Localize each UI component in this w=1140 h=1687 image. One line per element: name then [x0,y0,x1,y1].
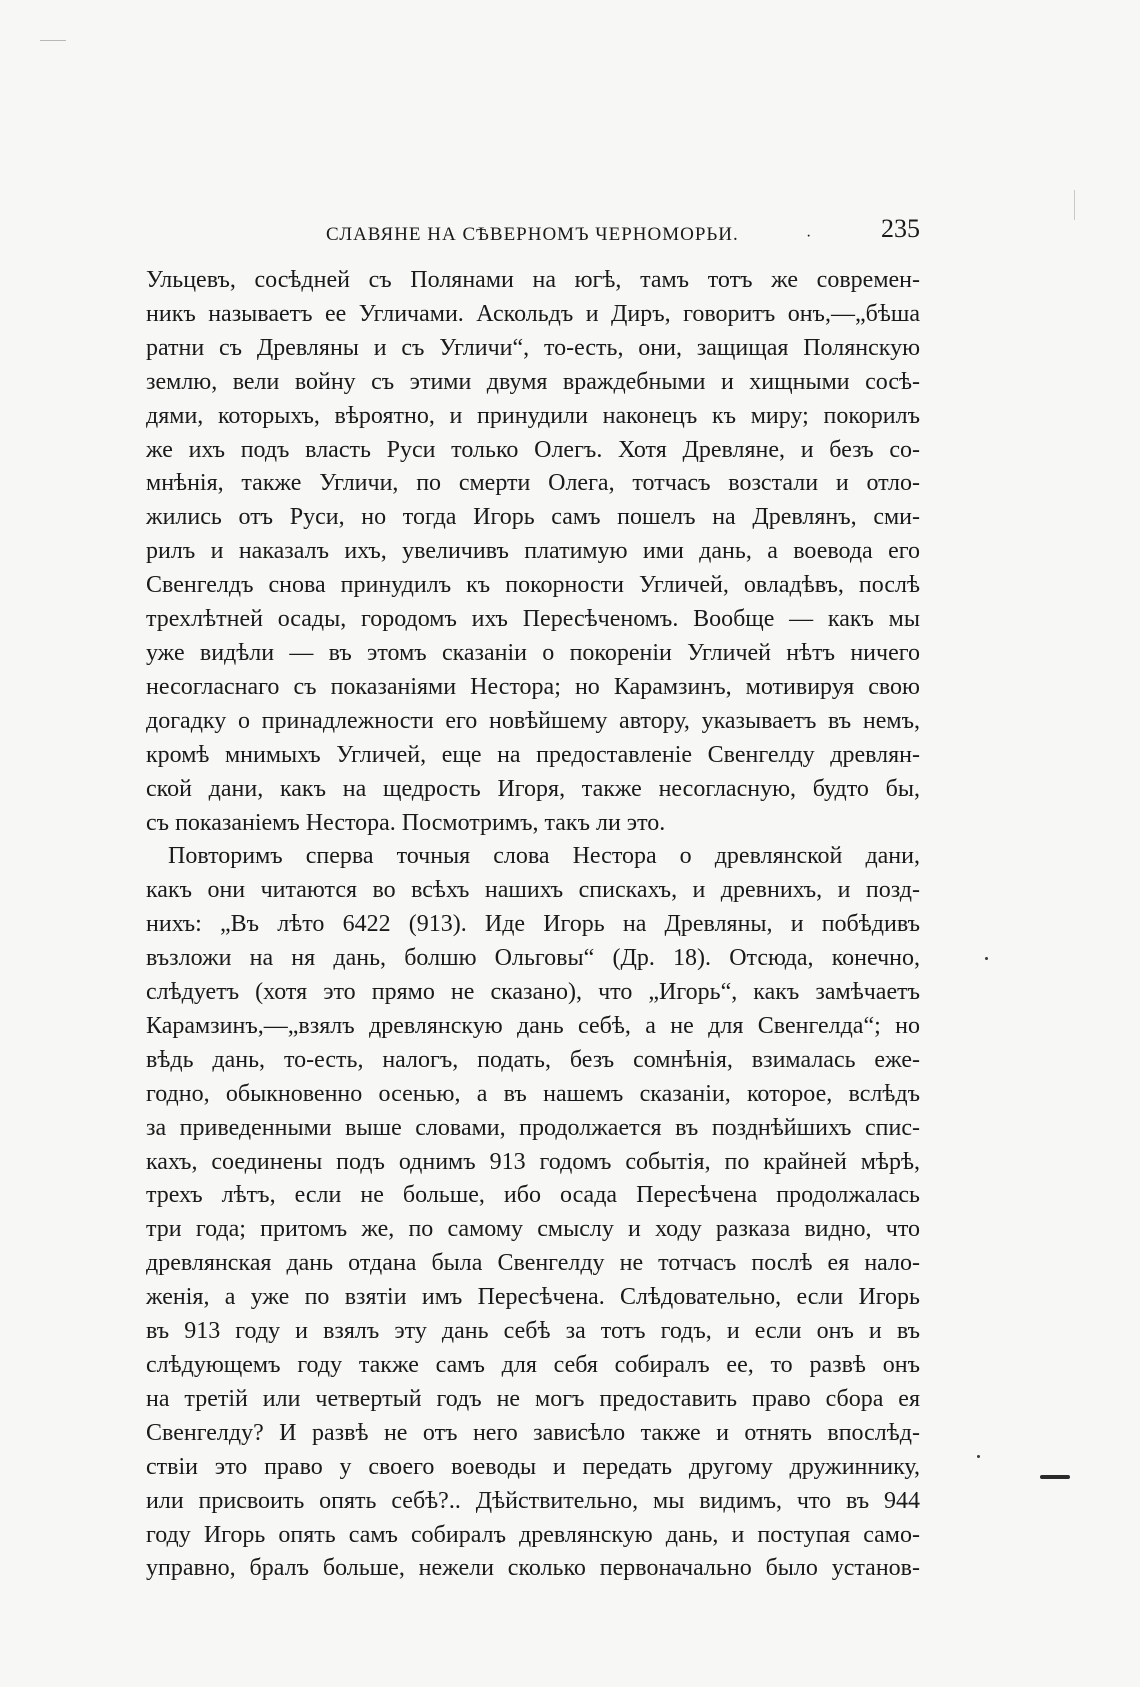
text-line: землю, вели войну съ этими двумя враждебными и хищными сосѣ- [146,368,920,395]
text-line: Повторимъ сперва точныя слова Нестора о древлянской дани, [168,843,920,870]
text-line: три года; притомъ же, по самому смыслу и ходу разказа видно, что [146,1216,920,1243]
text-line: ской дани, какъ на щедрость Игоря, также несогласную, будто бы, [146,775,920,802]
scan-speck [985,957,988,960]
header-dot-mark: · [806,228,812,245]
text-line: году Игорь опять самъ собиралъ древлянскую дань, и поступая само- [146,1521,920,1548]
text-line: Ульцевъ, сосѣдней съ Полянами на югѣ, тамъ тотъ же современ- [146,267,920,293]
page-header [146,214,920,254]
text-line: же ихъ подъ власть Руси только Олегъ. Хотя Древляне, и безъ со- [146,436,920,463]
text-line: слѣдующемъ году также самъ для себя собиралъ ее, то развѣ онъ [146,1352,920,1378]
text-line: кромѣ мнимыхъ Угличей, еще на предоставленіе Свенгелду древлян- [146,741,920,768]
text-line: вѣдь дань, то-есть, налогъ, подать, безъ сомнѣнія, взималась еже- [146,1046,920,1073]
text-line: Свенгелдъ снова принудилъ къ покорности Угличей, овладѣвъ, послѣ [146,572,920,599]
text-line: за приведенными выше словами, продолжается въ позднѣйшихъ спис- [146,1114,920,1141]
scan-speck [977,1455,980,1458]
text-line: годно, обыкновенно осенью, а въ нашемъ сказаніи, которое, вслѣдъ [146,1080,920,1107]
text-line: ратни съ Древляны и съ Угличи“, то-есть, они, защищая Полянскую [146,334,920,361]
text-line: мнѣнія, также Угличи, по смерти Олега, тотчасъ возстали и отло- [146,470,920,497]
text-line: кахъ, соединены подъ однимъ 913 годомъ событія, по крайней мѣрѣ, [146,1148,920,1175]
body-text [146,264,920,1586]
text-line: догадку о принадлежности его новѣйшему автору, указываетъ въ немъ, [146,707,920,734]
text-line: дями, которыхъ, вѣроятно, и принудили наконецъ къ миру; покорилъ [146,402,920,429]
text-line: никъ называетъ ее Угличами. Аскольдъ и Диръ, говоритъ онъ,—„бѣша [146,300,920,327]
text-line: женія, а уже по взятіи имъ Пересѣчена. Слѣдовательно, если Игорь [146,1284,920,1311]
text-line: трехъ лѣтъ, если не больше, ибо осада Пересѣчена продолжалась [146,1182,920,1209]
text-line: на третій или четвертый годъ не могъ предоставить право сбора ея [146,1385,920,1412]
text-line: уже видѣли — въ этомъ сказаніи о покореніи Угличей нѣтъ ничего [146,639,920,666]
text-line: рилъ и наказалъ ихъ, увеличивъ платимую ими дань, а воевода его [146,538,920,565]
text-line: управно, бралъ больше, нежели сколько первоначально было установ- [146,1555,920,1582]
text-line: слѣдуетъ (хотя это прямо не сказано), что „Игорь“, какъ замѣчаетъ [146,979,920,1006]
text-line: какъ они читаются во всѣхъ нашихъ спискахъ, и древнихъ, и позд- [146,877,920,904]
scan-edge-mark [1074,190,1075,220]
text-line: възложи на ня дань, болшю Ольговы“ (Др. 18). Отсюда, конечно, [146,945,920,972]
scan-margin-dash [1040,1475,1070,1479]
running-title: СЛАВЯНЕ НА СѢВЕРНОМЪ ЧЕРНОМОРЬИ. [326,224,739,245]
text-line: жились отъ Руси, но тогда Игорь самъ пошелъ на Древлянъ, сми- [146,504,920,531]
text-line: древлянская дань отдана была Свенгелду не тотчасъ послѣ ея нало- [146,1250,920,1277]
text-line: несогласнаго съ показаніями Нестора; но Карамзинъ, мотивируя свою [146,673,920,700]
scan-corner-mark [40,40,66,41]
text-line: ствіи это право у своего воеводы и передать другому дружиннику, [146,1453,920,1480]
text-line: нихъ: „Въ лѣто 6422 (913). Иде Игорь на Древляны, и побѣдивъ [146,911,920,938]
text-line: трехлѣтней осады, городомъ ихъ Пересѣченомъ. Вообще — какъ мы [146,606,920,633]
text-line: съ показаніемъ Нестора. Посмотримъ, такъ ли это. [146,809,666,836]
page-number: 235 [881,214,920,243]
text-line: Карамзинъ,—„взялъ древлянскую дань себѣ, а не для Свенгелда“; но [146,1012,920,1039]
text-line: въ 913 году и взялъ эту дань себѣ за тотъ годъ, и если онъ и въ [146,1318,920,1345]
text-line: Свенгелду? И развѣ не отъ него зависѣло также и отнять впослѣд- [146,1419,920,1446]
text-line: или присвоить опять себѣ?.. Дѣйствительно, мы видимъ, что въ 944 [146,1487,920,1514]
